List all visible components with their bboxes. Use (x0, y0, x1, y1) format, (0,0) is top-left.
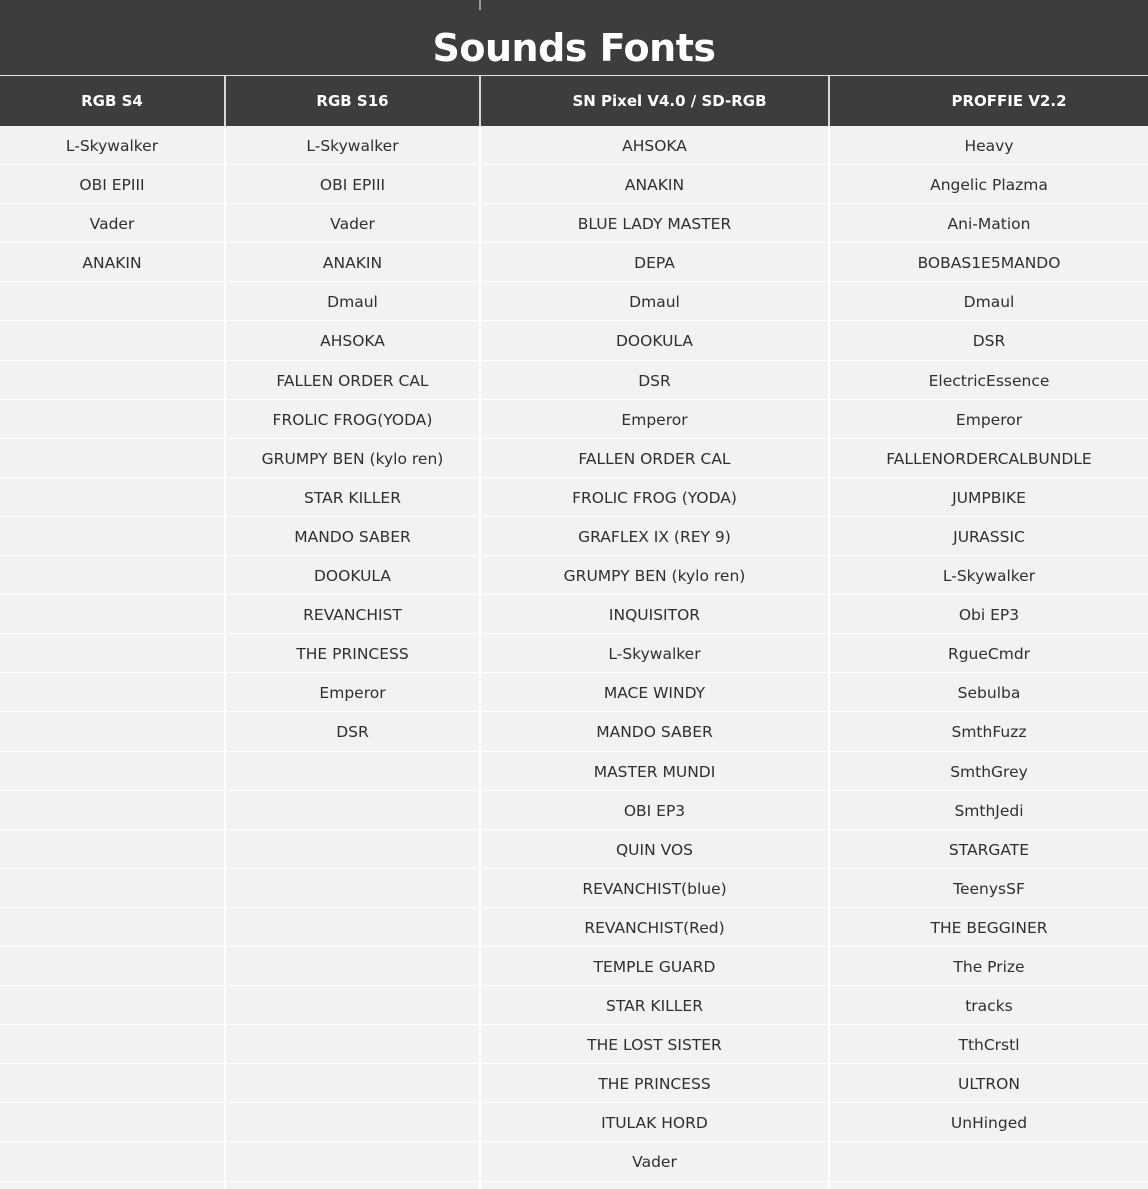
column-rgb-s4 (0, 126, 224, 1182)
empty-cell (0, 791, 224, 830)
empty-cell (0, 282, 224, 321)
table-cell: STARGATE (830, 830, 1148, 869)
table-cell: FALLEN ORDER CAL (226, 361, 479, 400)
header-divider (828, 76, 830, 126)
empty-cell (226, 1142, 479, 1181)
column-rgb-s16 (226, 126, 479, 1182)
empty-cell (0, 361, 224, 400)
table-cell: STAR KILLER (481, 986, 828, 1025)
table-cell: Dmaul (830, 282, 1148, 321)
page-title: Sounds Fonts (432, 26, 716, 70)
column-header-rgb-s4: RGB S4 (81, 92, 143, 110)
column-header-proffie: PROFFIE V2.2 (951, 92, 1067, 110)
empty-cell (0, 478, 224, 517)
empty-cell (0, 556, 224, 595)
table-cell: FROLIC FROG (YODA) (481, 478, 828, 517)
column-header-rgb-s16: RGB S16 (316, 92, 389, 110)
empty-cell (226, 908, 479, 947)
table-cell: THE BEGGINER (830, 908, 1148, 947)
table-cell: TthCrstl (830, 1025, 1148, 1064)
empty-cell (226, 947, 479, 986)
empty-cell (0, 517, 224, 556)
sound-fonts-table (0, 126, 1148, 1189)
table-cell: QUIN VOS (481, 830, 828, 869)
table-cell: Vader (481, 1142, 828, 1181)
empty-cell (226, 830, 479, 869)
empty-cell (0, 634, 224, 673)
table-cell: FALLEN ORDER CAL (481, 439, 828, 478)
table-header-row (0, 76, 1148, 126)
table-cell: DEPA (481, 243, 828, 282)
table-cell: ANAKIN (0, 243, 224, 282)
table-cell: ULTRON (830, 1064, 1148, 1103)
table-cell: L-Skywalker (481, 634, 828, 673)
table-cell: MACE WINDY (481, 673, 828, 712)
empty-cell (0, 321, 224, 360)
table-cell: Emperor (830, 400, 1148, 439)
header-divider (479, 76, 481, 126)
table-cell: Sebulba (830, 673, 1148, 712)
table-cell: Angelic Plazma (830, 165, 1148, 204)
empty-cell (0, 1064, 224, 1103)
table-cell: SmthGrey (830, 752, 1148, 791)
table-cell: AHSOKA (481, 126, 828, 165)
table-cell: MANDO SABER (481, 712, 828, 751)
table-cell: GRUMPY BEN (kylo ren) (481, 556, 828, 595)
table-cell: JUMPBIKE (830, 478, 1148, 517)
table-cell: Vader (226, 204, 479, 243)
empty-cell (0, 908, 224, 947)
table-cell: Dmaul (226, 282, 479, 321)
table-cell: REVANCHIST(Red) (481, 908, 828, 947)
column-header-sn-pixel: SN Pixel V4.0 / SD-RGB (572, 92, 767, 110)
table-cell: MASTER MUNDI (481, 752, 828, 791)
table-cell: Obi EP3 (830, 595, 1148, 634)
empty-cell (0, 673, 224, 712)
empty-cell (0, 1103, 224, 1142)
table-cell: THE LOST SISTER (481, 1025, 828, 1064)
empty-cell (0, 752, 224, 791)
table-cell: Heavy (830, 126, 1148, 165)
column-divider (224, 126, 226, 1189)
empty-cell (226, 1103, 479, 1142)
empty-cell (226, 869, 479, 908)
table-cell: AHSOKA (226, 321, 479, 360)
table-cell: JURASSIC (830, 517, 1148, 556)
empty-cell (0, 986, 224, 1025)
title-tick (479, 0, 481, 10)
empty-cell (226, 791, 479, 830)
header-top-line (0, 75, 1148, 76)
table-cell: SmthJedi (830, 791, 1148, 830)
table-cell: DSR (226, 712, 479, 751)
table-cell: REVANCHIST (226, 595, 479, 634)
empty-cell (226, 1064, 479, 1103)
table-cell: DOOKULA (481, 321, 828, 360)
table-cell: INQUISITOR (481, 595, 828, 634)
table-cell: RgueCmdr (830, 634, 1148, 673)
table-cell: L-Skywalker (226, 126, 479, 165)
empty-cell (0, 830, 224, 869)
empty-cell (0, 947, 224, 986)
empty-cell (226, 986, 479, 1025)
table-cell: L-Skywalker (830, 556, 1148, 595)
table-cell: L-Skywalker (0, 126, 224, 165)
table-cell: REVANCHIST(blue) (481, 869, 828, 908)
table-cell: BLUE LADY MASTER (481, 204, 828, 243)
table-cell: GRAFLEX IX (REY 9) (481, 517, 828, 556)
table-cell: GRUMPY BEN (kylo ren) (226, 439, 479, 478)
empty-cell (0, 595, 224, 634)
table-cell: DOOKULA (226, 556, 479, 595)
empty-cell (0, 1142, 224, 1181)
empty-cell (0, 869, 224, 908)
table-cell: ANAKIN (226, 243, 479, 282)
empty-cell (0, 712, 224, 751)
table-cell: STAR KILLER (226, 478, 479, 517)
table-cell: SmthFuzz (830, 712, 1148, 751)
table-cell: ElectricEssence (830, 361, 1148, 400)
table-cell: OBI EPIII (226, 165, 479, 204)
column-proffie (830, 126, 1148, 1182)
table-cell: ANAKIN (481, 165, 828, 204)
table-cell: FROLIC FROG(YODA) (226, 400, 479, 439)
empty-cell (226, 752, 479, 791)
empty-cell (0, 400, 224, 439)
table-cell: TEMPLE GUARD (481, 947, 828, 986)
table-cell: BOBAS1E5MANDO (830, 243, 1148, 282)
table-cell: FALLENORDERCALBUNDLE (830, 439, 1148, 478)
column-divider (479, 126, 481, 1189)
table-cell: DSR (830, 321, 1148, 360)
header-divider (224, 76, 226, 126)
table-cell: DSR (481, 361, 828, 400)
table-cell: Dmaul (481, 282, 828, 321)
table-cell: Emperor (226, 673, 479, 712)
empty-cell (830, 1142, 1148, 1181)
empty-cell (0, 1025, 224, 1064)
table-cell: tracks (830, 986, 1148, 1025)
column-divider (828, 126, 830, 1189)
table-cell: ITULAK HORD (481, 1103, 828, 1142)
table-cell: Emperor (481, 400, 828, 439)
table-cell: UnHinged (830, 1103, 1148, 1142)
empty-cell (0, 439, 224, 478)
empty-cell (226, 1025, 479, 1064)
table-cell: OBI EPIII (0, 165, 224, 204)
table-cell: OBI EP3 (481, 791, 828, 830)
column-sn-pixel (481, 126, 828, 1182)
table-cell: MANDO SABER (226, 517, 479, 556)
table-cell: THE PRINCESS (481, 1064, 828, 1103)
table-cell: THE PRINCESS (226, 634, 479, 673)
table-cell: Vader (0, 204, 224, 243)
table-cell: TeenysSF (830, 869, 1148, 908)
table-cell: The Prize (830, 947, 1148, 986)
table-cell: Ani-Mation (830, 204, 1148, 243)
